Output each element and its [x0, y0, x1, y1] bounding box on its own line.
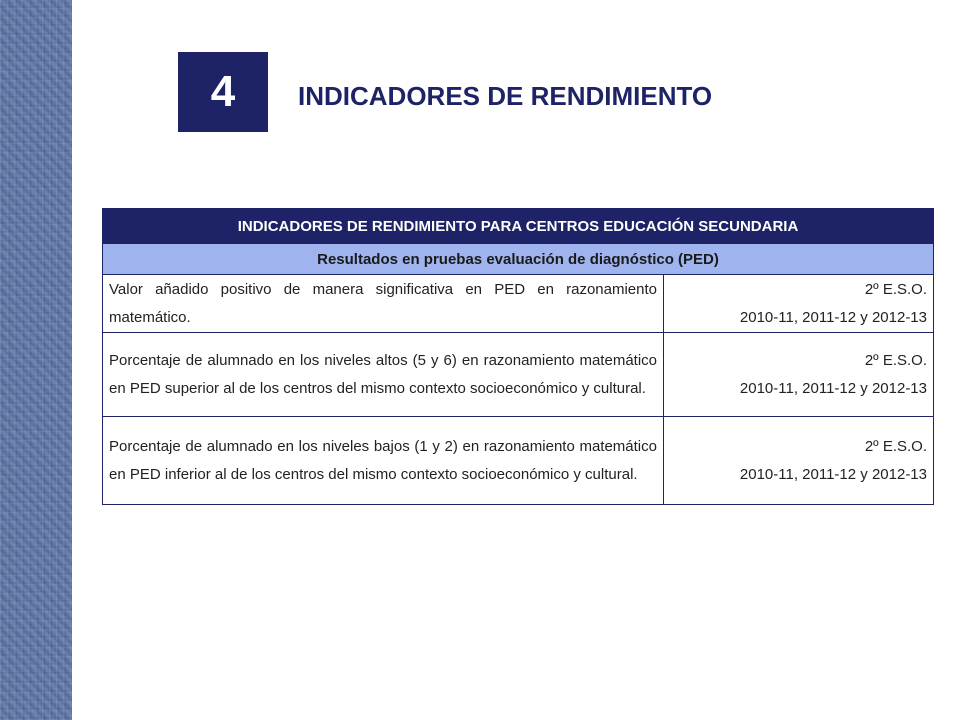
indicator-years: 2010-11, 2011-12 y 2012-13 [739, 465, 927, 483]
table-header: INDICADORES DE RENDIMIENTO PARA CENTROS EDUCACIÓN SECUNDARIA [103, 209, 934, 244]
indicator-scope [664, 333, 934, 417]
indicator-course: 2º E.S.O. [864, 437, 927, 455]
indicator-course: 2º E.S.O. [864, 351, 927, 369]
indicator-course: 2º E.S.O. [864, 280, 927, 298]
table-row [103, 417, 934, 505]
indicators-table [102, 208, 934, 505]
table-row [103, 275, 934, 333]
decorative-sidebar [0, 0, 72, 720]
table-row [103, 333, 934, 417]
indicator-description: Porcentaje de alumnado en los niveles bajos (1 y 2) en razonamiento matemático en PED inferior al de los centros del mismo contexto socioeconómico y cultural. [103, 417, 664, 505]
indicator-scope [664, 275, 934, 333]
indicator-description: Porcentaje de alumnado en los niveles altos (5 y 6) en razonamiento matemático en PED superior al de los centros del mismo contexto socioeconómico y cultural. [103, 333, 664, 417]
section-number: 4 [210, 67, 236, 116]
indicator-years: 2010-11, 2011-12 y 2012-13 [739, 308, 927, 326]
table-subheader: Resultados en pruebas evaluación de diagnóstico (PED) [103, 244, 934, 275]
indicator-years: 2010-11, 2011-12 y 2012-13 [739, 379, 927, 397]
indicator-description: Valor añadido positivo de manera significativa en PED en razonamiento matemático. [103, 275, 664, 333]
indicator-scope [664, 417, 934, 505]
section-number-badge [178, 52, 268, 132]
table-subheader-row [103, 244, 934, 275]
section-title: INDICADORES DE RENDIMIENTO [298, 81, 713, 111]
table-header-row [103, 209, 934, 244]
